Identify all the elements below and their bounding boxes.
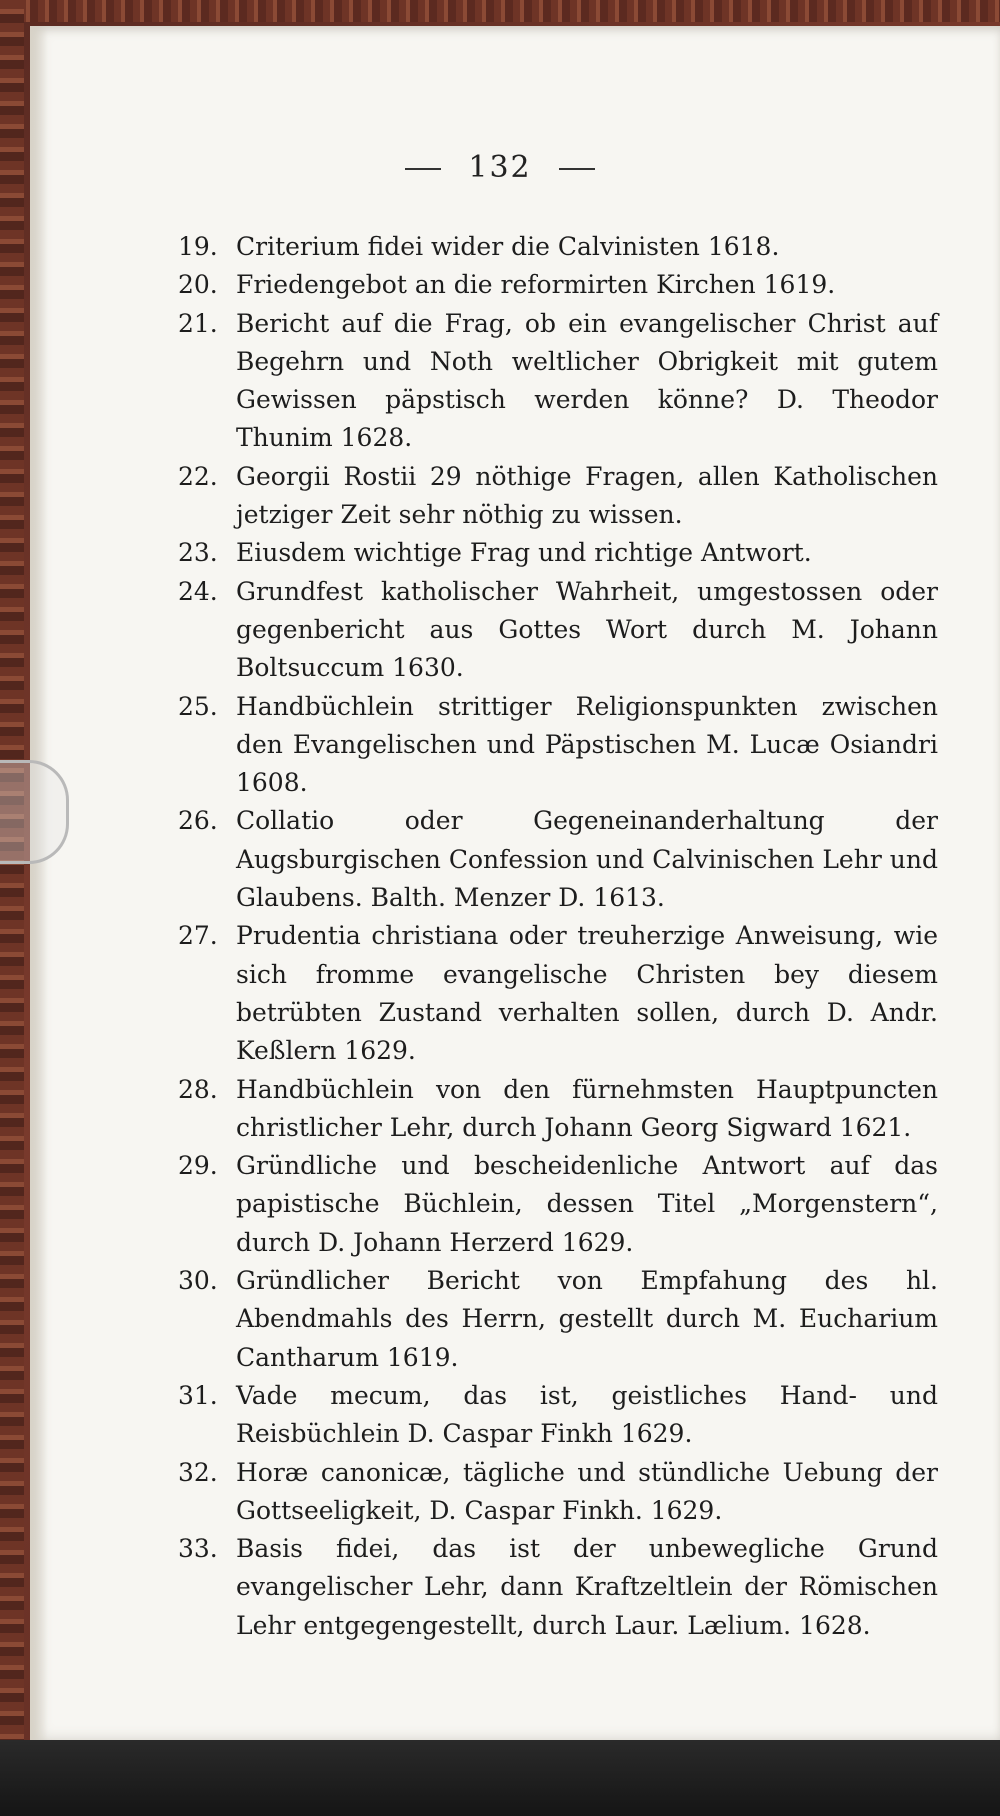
- list-item: [178, 917, 938, 1070]
- dash-left: [405, 168, 441, 170]
- list-item: [178, 228, 938, 266]
- entry-number: 24.: [178, 576, 218, 606]
- entry-text: Handbüchlein von den fürnehmsten Hauptpuncten christlicher Lehr, durch Johann Georg Sigward 1621.: [236, 1074, 938, 1142]
- background-bottom: [0, 1740, 1000, 1816]
- entry-number: 21.: [178, 308, 218, 338]
- cover-edge-top: [0, 0, 1000, 22]
- entry-text: Eiusdem wichtige Frag und richtige Antwort.: [236, 538, 812, 568]
- list-item: [178, 266, 938, 304]
- entry-text: Handbüchlein strittiger Religionspunkten zwischen den Evangelischen und Päpstischen M. Lucæ Osiandri 1608.: [236, 691, 938, 798]
- page-gutter-shadow: [30, 26, 48, 1740]
- entry-number: 22.: [178, 461, 218, 491]
- entry-number: 31.: [178, 1380, 218, 1410]
- entry-text: Friedengebot an die reformirten Kirchen 1619.: [236, 270, 836, 300]
- entry-number: 33.: [178, 1534, 218, 1564]
- list-item: [178, 573, 938, 688]
- cover-edge-left: [0, 0, 24, 1740]
- entry-number: 20.: [178, 270, 218, 300]
- list-item: [178, 534, 938, 572]
- entry-text: Vade mecum, das ist, geistliches Hand- und Reisbüchlein D. Caspar Finkh 1629.: [236, 1380, 938, 1449]
- entry-text: Criterium fidei wider die Calvinisten 1618.: [236, 232, 780, 261]
- list-item: [178, 1530, 938, 1645]
- bibliography-list: [178, 228, 938, 1645]
- page-number-value: 132: [468, 150, 532, 185]
- entry-number: 27.: [178, 921, 218, 951]
- entry-number: 19.: [178, 232, 218, 261]
- entry-text: Horæ canonicæ, tägliche und stündliche Uebung der Gottseeligkeit, D. Caspar Finkh. 1629.: [236, 1457, 938, 1525]
- entry-text: Collatio oder Gegeneinanderhaltung der Augsburgischen Confession und Calvinischen Lehr und Glaubens. Balth. Menzer D. 1613.: [236, 806, 938, 913]
- entry-number: 25.: [178, 691, 218, 721]
- entry-number: 26.: [178, 806, 218, 836]
- entry-text: Grundfest katholischer Wahrheit, umgestossen oder gegenbericht aus Gottes Wort durch M. Johann Boltsuccum 1630.: [236, 576, 938, 683]
- entry-number: 32.: [178, 1457, 218, 1487]
- page-number: [0, 150, 1000, 185]
- list-item: [178, 1377, 938, 1454]
- list-item: [178, 458, 938, 535]
- clip-icon: [0, 760, 69, 864]
- list-item: [178, 688, 938, 803]
- list-item: [178, 305, 938, 458]
- list-item: [178, 1071, 938, 1148]
- dash-right: [559, 168, 595, 170]
- entry-text: Gründlicher Bericht von Empfahung des hl. Abendmahls des Herrn, gestellt durch M. Eucharium Cantharum 1619.: [236, 1266, 938, 1372]
- entry-number: 29.: [178, 1151, 218, 1181]
- entry-text: Georgii Rostii 29 nöthige Fragen, allen Katholischen jetziger Zeit sehr nöthig zu wissen.: [236, 461, 938, 530]
- entry-number: 28.: [178, 1074, 218, 1104]
- entry-number: 23.: [178, 538, 218, 568]
- entry-text: Basis fidei, das ist der unbewegliche Grund evangelischer Lehr, dann Kraftzeltlein der Römischen Lehr entgegengestellt, durch Laur. Lælium. 1628.: [236, 1534, 938, 1640]
- entry-text: Prudentia christiana oder treuherzige Anweisung, wie sich fromme evangelische Christen bey diesem betrübten Zustand verhalten sollen, durch D. Andr. Keßlern 1629.: [236, 921, 938, 1066]
- list-item: [178, 1147, 938, 1262]
- list-item: [178, 1262, 938, 1377]
- entry-number: 30.: [178, 1266, 218, 1296]
- list-item: [178, 1454, 938, 1531]
- list-item: [178, 802, 938, 917]
- entry-text: Bericht auf die Frag, ob ein evangelischer Christ auf Begehrn und Noth weltlicher Obrigkeit mit gutem Gewissen päpstisch werden könne? D. Theodor Thunim 1628.: [236, 308, 938, 453]
- entry-text: Gründliche und bescheidenliche Antwort auf das papistische Büchlein, dessen Titel „Morgenstern“, durch D. Johann Herzerd 1629.: [236, 1151, 938, 1257]
